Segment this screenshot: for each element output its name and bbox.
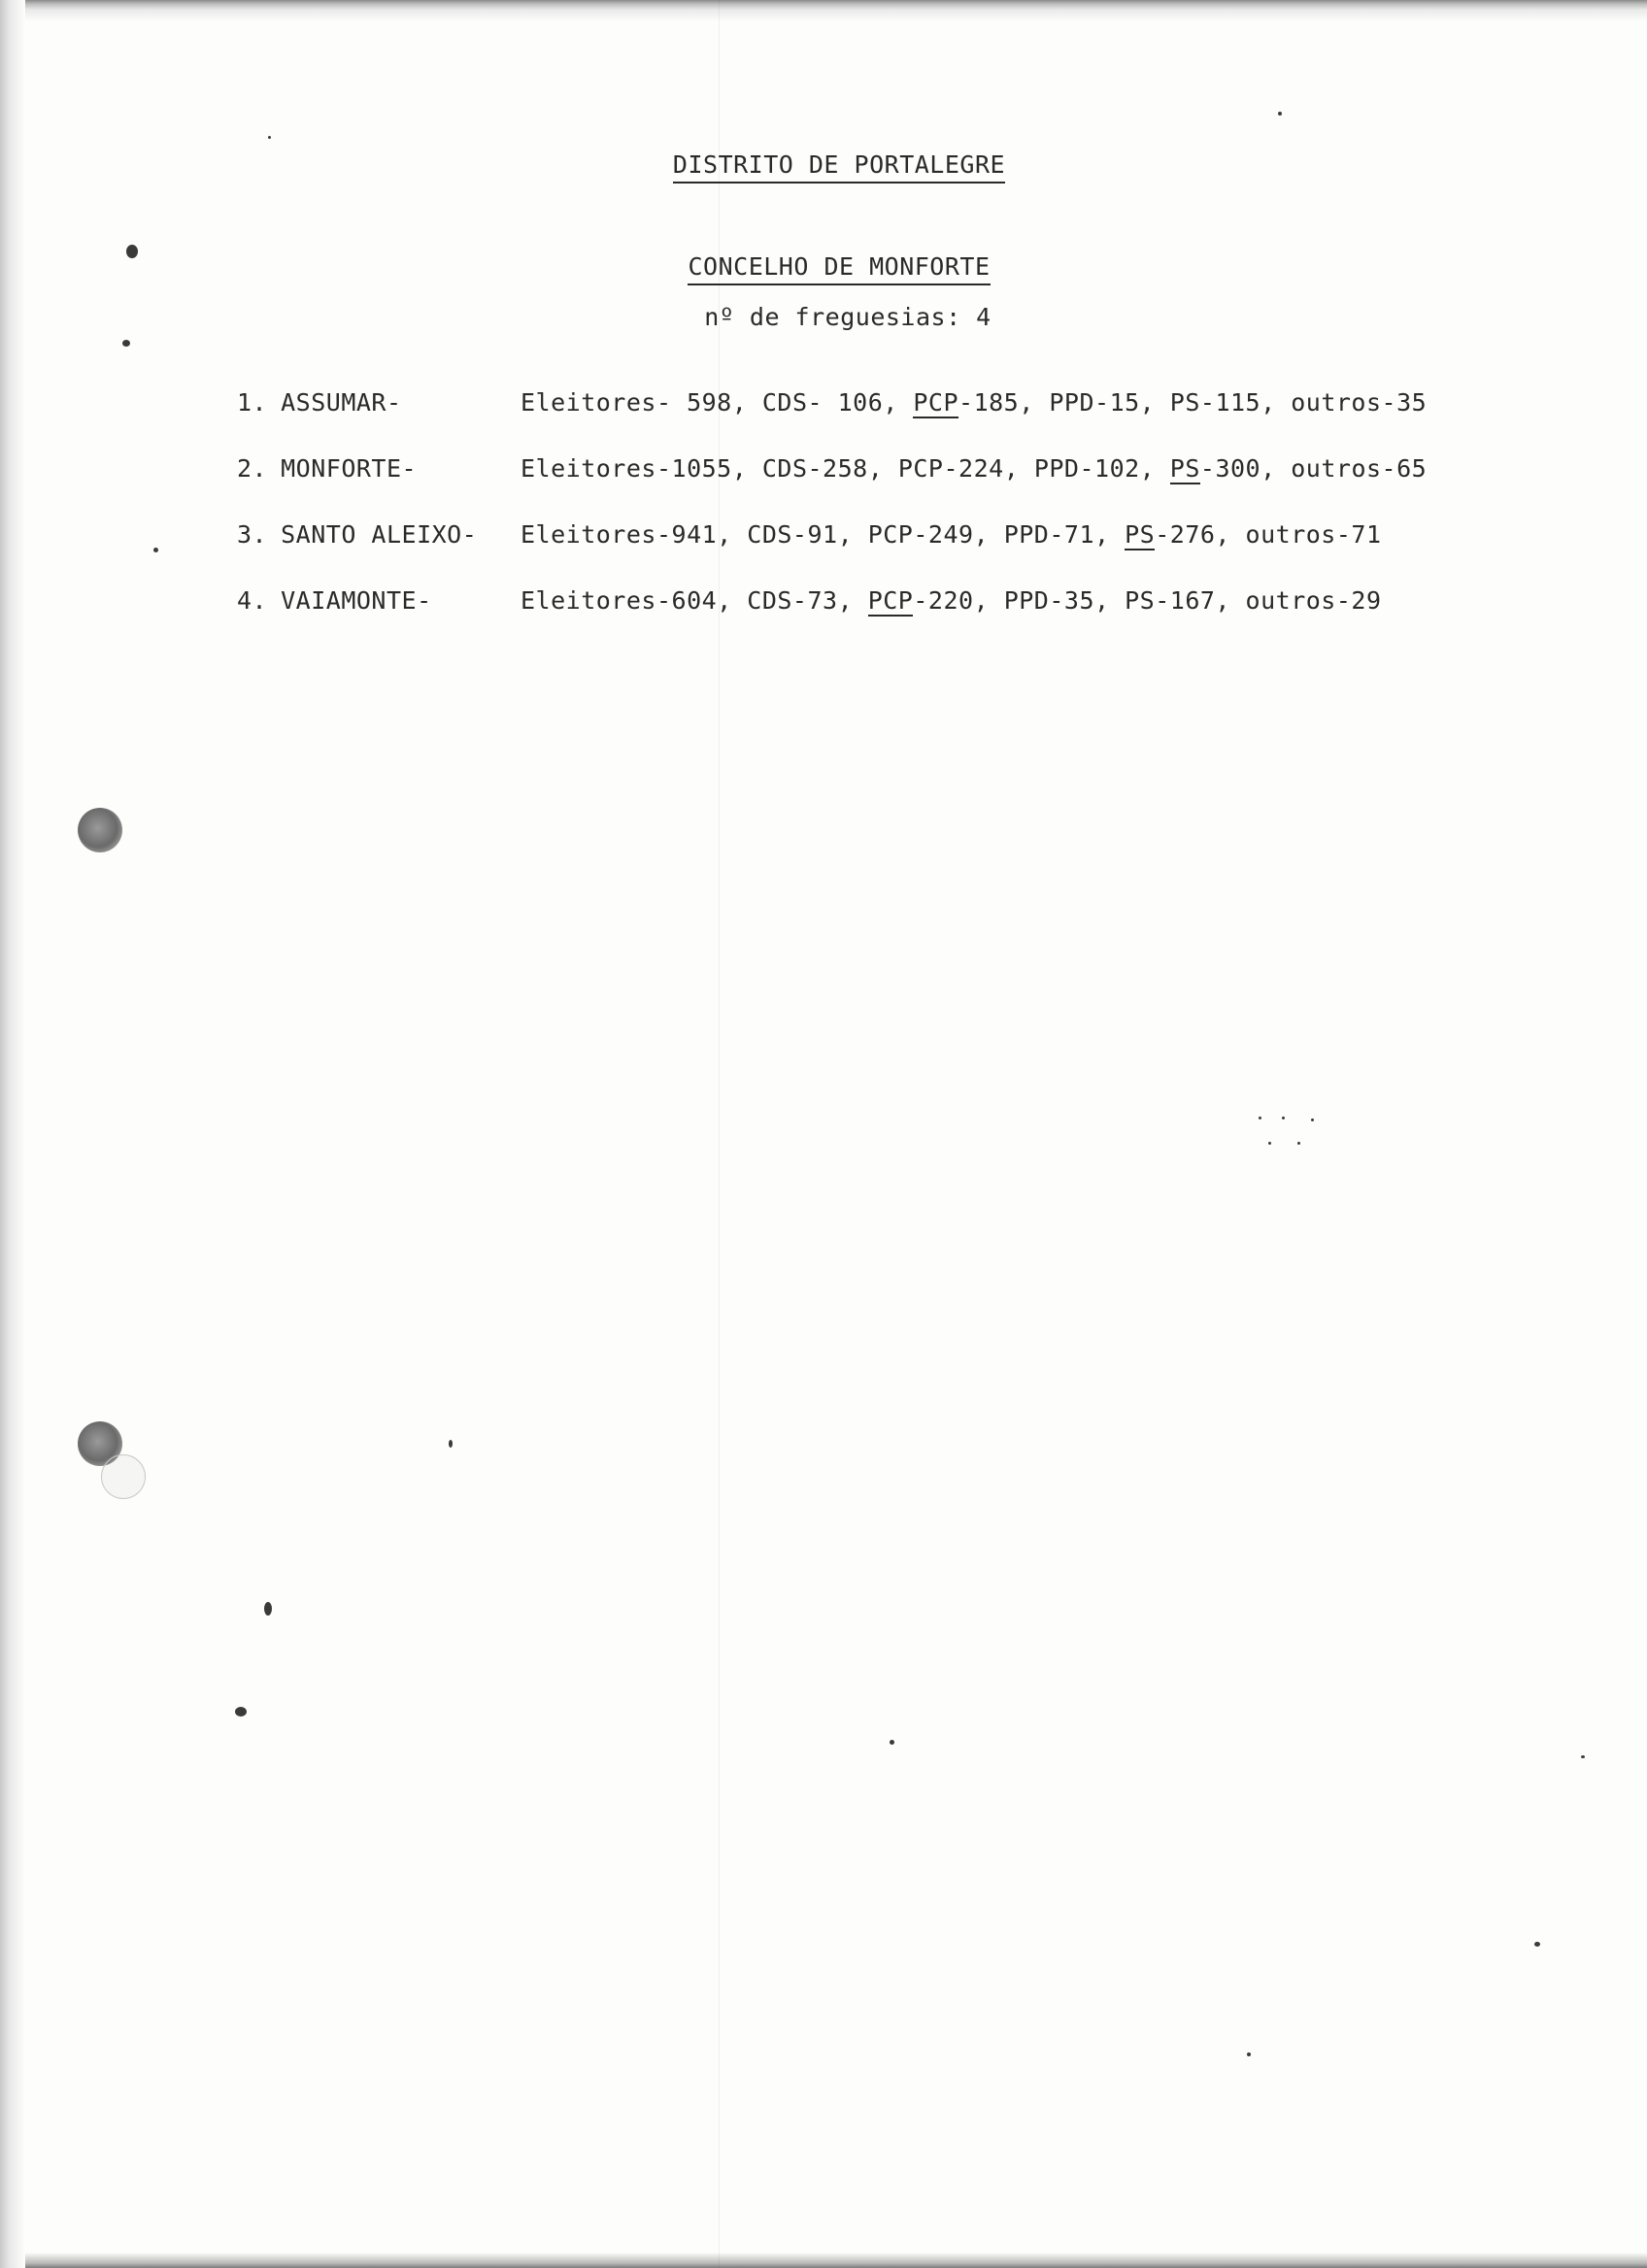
pcp-party: PCP	[897, 453, 944, 483]
speck	[1311, 1118, 1314, 1121]
pcp-party: PCP	[913, 387, 959, 417]
parish-count	[0, 303, 1647, 331]
parish-results-list	[237, 369, 1597, 633]
speck	[449, 1440, 453, 1448]
ps-value: -167,	[1155, 585, 1230, 615]
outros-value: outros-35	[1291, 387, 1428, 417]
ps-party: PS	[1125, 585, 1156, 615]
speck	[1297, 1142, 1300, 1145]
ppd-value: PPD-15,	[1049, 387, 1156, 417]
eleitores-value: Eleitores- 598,	[521, 387, 748, 417]
parish-index: 4.	[237, 585, 268, 615]
ppd-value: PPD-35,	[1003, 585, 1110, 615]
results-cell	[521, 454, 1427, 483]
district-title-text: DISTRITO DE PORTALEGRE	[673, 150, 1005, 183]
speck	[153, 548, 158, 552]
eleitores-value: Eleitores-1055,	[521, 453, 748, 483]
cds-value: CDS-91,	[747, 519, 854, 549]
speck	[1282, 1117, 1285, 1119]
parish-name: MONFORTE-	[281, 453, 418, 483]
ppd-value: PPD-71,	[1003, 519, 1110, 549]
ppd-value: PPD-102,	[1033, 453, 1156, 483]
speck	[264, 1602, 272, 1616]
parish-row-assumar	[237, 369, 1597, 435]
pcp-party: PCP	[867, 585, 914, 615]
speck	[1534, 1942, 1540, 1947]
results-cell	[521, 388, 1427, 417]
district-title	[0, 150, 1647, 179]
parish-index: 3.	[237, 519, 268, 549]
punch-hole-top	[78, 808, 122, 852]
results-cell	[521, 520, 1382, 549]
ps-party: PS	[1125, 519, 1156, 549]
ps-value: -276,	[1155, 519, 1230, 549]
scan-left-edge	[0, 0, 25, 2268]
eleitores-value: Eleitores-941,	[521, 519, 732, 549]
parish-name: ASSUMAR-	[281, 387, 402, 417]
cds-value: CDS-258,	[761, 453, 884, 483]
ps-party: PS	[1169, 453, 1200, 483]
results-cell	[521, 586, 1382, 615]
speck	[268, 136, 271, 139]
speck	[890, 1740, 894, 1745]
punch-hole-shadow	[101, 1454, 146, 1499]
eleitores-value: Eleitores-604,	[521, 585, 732, 615]
outros-value: outros-65	[1291, 453, 1428, 483]
ps-value: -300,	[1199, 453, 1276, 483]
parish-index: 1.	[237, 387, 268, 417]
speck	[1268, 1142, 1271, 1145]
pcp-value: -220,	[913, 585, 990, 615]
parish-name-cell	[237, 454, 521, 483]
parish-name: VAIAMONTE-	[281, 585, 432, 615]
scan-top-edge	[0, 0, 1647, 21]
pcp-value: -185,	[958, 387, 1034, 417]
page-fold-line	[719, 0, 720, 2268]
cds-value: CDS-73,	[747, 585, 854, 615]
scan-bottom-edge	[0, 2252, 1647, 2268]
parish-index: 2.	[237, 453, 268, 483]
cds-value: CDS- 106,	[761, 387, 898, 417]
parish-row-vaiamonte	[237, 567, 1597, 633]
parish-count-text: nº de freguesias: 4	[704, 303, 992, 331]
parish-name-cell	[237, 520, 521, 549]
parish-row-monforte	[237, 435, 1597, 501]
speck	[1581, 1755, 1585, 1758]
council-title	[0, 252, 1647, 281]
speck	[1278, 112, 1282, 116]
ps-party: PS	[1169, 387, 1200, 417]
parish-name: SANTO ALEIXO-	[281, 519, 478, 549]
parish-row-santo-aleixo	[237, 501, 1597, 567]
parish-name-cell	[237, 586, 521, 615]
outros-value: outros-29	[1245, 585, 1382, 615]
speck	[1259, 1117, 1261, 1119]
parish-name-cell	[237, 388, 521, 417]
speck	[122, 340, 130, 347]
pcp-value: -224,	[943, 453, 1020, 483]
outros-value: outros-71	[1245, 519, 1382, 549]
pcp-party: PCP	[867, 519, 914, 549]
pcp-value: -249,	[913, 519, 990, 549]
speck	[1247, 2052, 1251, 2056]
council-title-text: CONCELHO DE MONFORTE	[688, 252, 990, 285]
ps-value: -115,	[1199, 387, 1276, 417]
speck	[235, 1707, 247, 1717]
